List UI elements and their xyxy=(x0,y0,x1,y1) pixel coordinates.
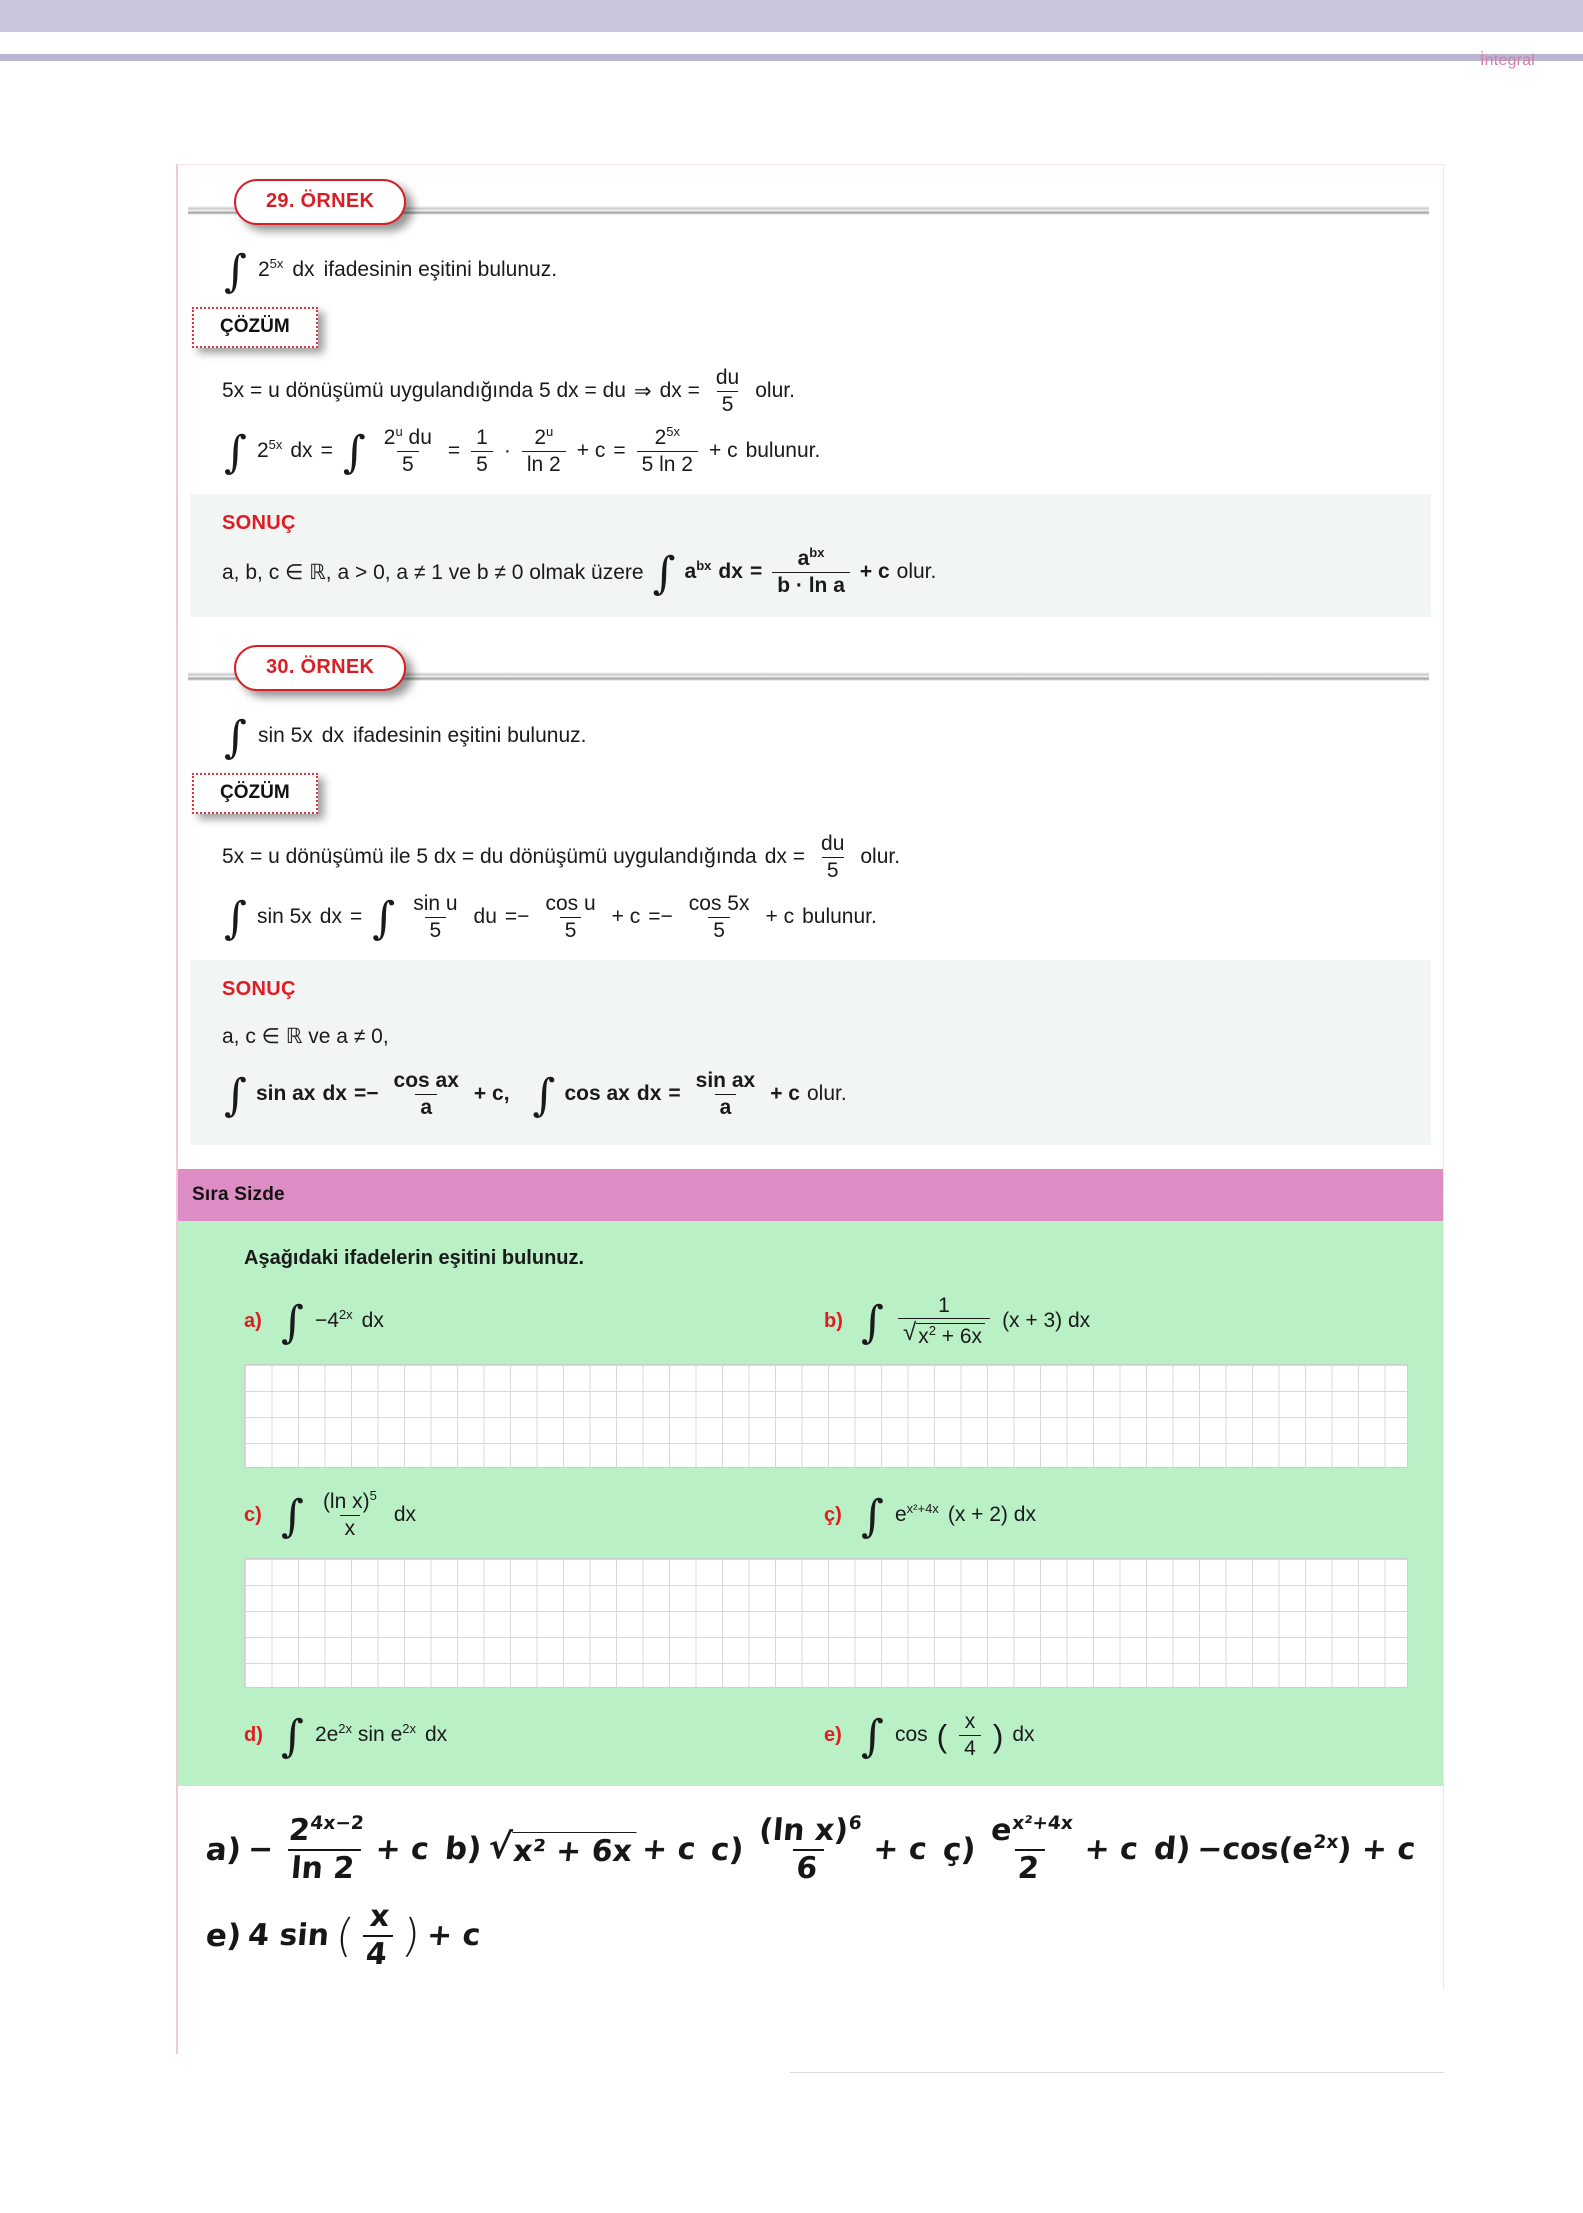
example-30-question xyxy=(222,711,1443,763)
question-c-dx: dx xyxy=(393,1503,417,1527)
result-lhs-1: sin ax xyxy=(255,1082,316,1106)
result-plus-c: + c xyxy=(859,560,890,584)
plus-c-1: + c xyxy=(576,439,606,463)
solution-tail: bulunur. xyxy=(745,439,821,463)
result-plus-c-1: + c, xyxy=(473,1082,510,1106)
plus-c-2: + c xyxy=(708,439,738,463)
fraction-2u-du-over-5: $\frac{2^u du}{5}$ xyxy=(383,424,432,476)
question-c-label: c) xyxy=(244,1503,262,1526)
fraction-2u-over-ln2: $\frac{2^u}{\ln 2}$ xyxy=(522,426,566,476)
integral-icon: ∫ xyxy=(861,1296,884,1348)
sira-sizde-header xyxy=(178,1169,1443,1221)
integral-icon: ∫ xyxy=(224,711,247,763)
answer-e-label: e) xyxy=(204,1917,243,1954)
result-dx-2: dx xyxy=(636,1082,662,1106)
answer-c xyxy=(708,1812,930,1886)
equals-1: = xyxy=(349,905,363,929)
result-formula-row xyxy=(222,1069,1431,1119)
integral-icon: ∫ xyxy=(224,1069,247,1121)
answer-writing-grid-2[interactable] xyxy=(244,1558,1408,1688)
question-e-fraction: $\frac{x}{4}$ xyxy=(959,1710,981,1760)
result-condition-row xyxy=(222,1013,1431,1059)
result-dx-1: dx xyxy=(322,1082,347,1106)
sira-sizde-section xyxy=(178,1169,1443,1786)
integral-icon: ∫ xyxy=(224,426,247,478)
question-cc-label: ç) xyxy=(824,1503,842,1526)
result-title: SONUÇ xyxy=(222,512,296,535)
question-integrand: $2^{5x}$ xyxy=(257,256,284,281)
example-block-30 xyxy=(178,645,1443,1145)
integral-icon: ∫ xyxy=(861,1710,884,1762)
du-over-5-fraction: $\frac{du}{5}$ xyxy=(715,366,740,416)
fraction-25x-over-5ln2: $\frac{2^{5x}}{5 \ln 2}$ xyxy=(637,426,698,476)
question-d-dx: dx xyxy=(425,1723,448,1747)
lhs-term: $2^{5x}$ xyxy=(256,437,283,463)
question-prompt: ifadesinin eşitini bulunuz. xyxy=(323,258,558,281)
question-differential: dx xyxy=(292,258,315,281)
integral-icon: ∫ xyxy=(372,892,396,944)
question-b-tail: (x + 3) dx xyxy=(1002,1309,1091,1333)
question-d xyxy=(244,1706,824,1764)
question-e-label: e) xyxy=(824,1723,842,1746)
lhs-dx: dx xyxy=(319,905,342,929)
sira-sizde-title: Sıra Sizde xyxy=(192,1184,285,1206)
question-c-fraction: $\frac{(\ln x)^5}{x}$ xyxy=(322,1488,377,1540)
top-band-rule xyxy=(0,54,1583,61)
answers-row-2 xyxy=(206,1898,1443,1972)
solution-line-1 xyxy=(222,832,1443,882)
example-30-result-panel xyxy=(190,960,1431,1145)
question-b-fraction: 1 √ $x^2 + 6x$ xyxy=(898,1294,990,1349)
result-fraction-2: $\frac{\text{sin ax}}{a}$ xyxy=(695,1069,756,1119)
question-row-c-cc xyxy=(244,1486,1443,1544)
sira-sizde-instruction: Aşağıdaki ifadelerin eşitini bulunuz. xyxy=(244,1247,585,1270)
question-b xyxy=(824,1292,1404,1350)
du-over-5-fraction: $\frac{du}{5}$ xyxy=(821,832,845,882)
equals-3: = xyxy=(613,439,626,463)
top-decorative-band xyxy=(0,0,1583,32)
question-e xyxy=(824,1706,1404,1764)
question-a xyxy=(244,1292,824,1350)
plus-c-1: + c xyxy=(611,905,641,929)
question-d-label: d) xyxy=(244,1723,263,1746)
integral-icon: ∫ xyxy=(281,1710,304,1762)
answer-b-label: b) xyxy=(443,1831,483,1868)
answer-a-label: a) xyxy=(204,1831,243,1868)
left-paren-icon: ( xyxy=(333,1908,356,1962)
question-a-expr: $-4^{2x}$ xyxy=(314,1307,353,1333)
question-cc xyxy=(824,1486,1404,1544)
result-lhs-2: cos ax xyxy=(564,1082,630,1106)
result-condition: a, b, c ∈ ℝ, a > 0, a ≠ 1 ve b ≠ 0 olmak üzere xyxy=(222,560,644,584)
integral-icon: ∫ xyxy=(342,426,366,478)
answer-a-fraction: $\frac{2^{4x-2}}{\ln 2}$ xyxy=(279,1815,369,1884)
example-block-29 xyxy=(178,179,1443,617)
solution-text-a: 5x = u dönüşümü uygulandığında 5 dx = du xyxy=(222,379,626,403)
equals-3: =− xyxy=(648,905,673,929)
lhs-dx: dx xyxy=(290,439,313,463)
example-30-solution-body xyxy=(222,832,1443,942)
answer-b xyxy=(443,1829,697,1869)
sqrt-icon: √ $x^2 + 6x$ xyxy=(903,1320,985,1349)
question-c xyxy=(244,1486,824,1544)
result-condition: a, c ∈ ℝ ve a ≠ 0, xyxy=(222,1024,389,1048)
fraction-sinu-over-5: $\frac{\text{sin u}}{5}$ xyxy=(413,892,458,942)
top-white-band xyxy=(0,32,1583,54)
integral-icon: ∫ xyxy=(532,1069,556,1121)
answer-cc xyxy=(940,1812,1141,1886)
answer-e-plus-c: + c xyxy=(425,1917,482,1953)
answer-a-plus-c: + c xyxy=(374,1831,431,1867)
lhs-term: sin 5x xyxy=(256,905,312,929)
solution-text-a: 5x = u dönüşümü ile 5 dx = du dönüşümü uygulandığında xyxy=(222,845,757,869)
solution-text-b: dx = xyxy=(659,379,700,403)
answer-c-plus-c: + c xyxy=(872,1831,929,1867)
answer-b-plus-c: + c xyxy=(640,1831,697,1867)
answer-c-fraction: $\frac{(\ln x)^6}{6}$ xyxy=(758,1812,863,1886)
right-paren-icon: ) xyxy=(400,1908,423,1962)
question-e-fn: cos xyxy=(894,1723,928,1747)
handwritten-answers-band xyxy=(178,1786,1443,1990)
plus-c-2: + c xyxy=(765,905,795,929)
right-paren-icon: ) xyxy=(992,1718,1004,1755)
solution-line-2 xyxy=(222,426,1443,476)
answer-d-label: d) xyxy=(1152,1831,1193,1868)
sqrt-icon: √ x² + 6x xyxy=(487,1829,637,1869)
result-fraction: $\frac{a^{bx}}{\text{b · ln a}}$ xyxy=(772,547,850,597)
example-29-question xyxy=(222,245,1443,297)
equals-2: = xyxy=(447,439,461,463)
solution-line-1 xyxy=(222,366,1443,416)
result-equals: = xyxy=(749,560,763,584)
integral-icon: ∫ xyxy=(281,1296,304,1348)
result-title: SONUÇ xyxy=(222,978,296,1001)
answer-cc-label: ç) xyxy=(941,1831,978,1868)
example-29-result-panel xyxy=(190,494,1431,617)
left-paren-icon: ( xyxy=(936,1718,948,1755)
solution-text-b: dx = xyxy=(764,845,806,869)
answers-row-1 xyxy=(206,1812,1443,1886)
example-30-pill: 30. ÖRNEK xyxy=(234,645,406,691)
result-plus-c-2: + c xyxy=(770,1082,800,1106)
integral-icon: ∫ xyxy=(224,245,247,297)
integral-icon: ∫ xyxy=(281,1490,304,1542)
question-integrand: sin 5x xyxy=(257,724,313,748)
multiplication-dot-icon: · xyxy=(503,439,511,463)
page-content-frame xyxy=(176,164,1444,1990)
answer-c-label: c) xyxy=(709,1831,746,1868)
question-prompt: ifadesinin eşitini bulunuz. xyxy=(352,724,587,748)
question-cc-tail: (x + 2) dx xyxy=(947,1503,1036,1527)
integral-icon: ∫ xyxy=(224,892,247,944)
question-d-expr: $2e^{2x}$ $\sin e^{2x}$ xyxy=(314,1721,416,1747)
example-29-pill: 29. ÖRNEK xyxy=(234,179,406,225)
answer-writing-grid-1[interactable] xyxy=(244,1364,1408,1468)
fraction-cos5x-over-5: $\frac{\cos 5x}{5}$ xyxy=(688,892,750,942)
question-row-de xyxy=(244,1706,1443,1764)
implies-icon: ⇒ xyxy=(633,379,652,403)
answer-e xyxy=(203,1898,483,1972)
question-cc-expr: $e^{x^2+4x}$ xyxy=(894,1501,939,1527)
answer-e-fraction: $\frac{x}{4}$ xyxy=(360,1901,397,1970)
solution-tail: bulunur. xyxy=(802,905,877,929)
example-29-solution-body xyxy=(222,366,1443,476)
question-differential: dx xyxy=(321,724,344,748)
result-equals-2: = xyxy=(668,1082,681,1106)
bottom-rule xyxy=(790,2072,1444,2073)
question-a-dx: dx xyxy=(361,1309,384,1333)
answer-a xyxy=(203,1812,432,1886)
integral-icon: ∫ xyxy=(861,1490,884,1542)
question-e-dx: dx xyxy=(1012,1723,1035,1747)
answer-a-sign: − xyxy=(246,1831,275,1867)
example-30-solution-chip: ÇÖZÜM xyxy=(192,773,318,814)
result-formula-row xyxy=(222,547,1431,597)
du-term: du xyxy=(473,905,497,929)
result-dx: dx xyxy=(718,560,743,584)
solution-text-c: olur. xyxy=(860,845,901,869)
question-b-label: b) xyxy=(824,1309,843,1332)
question-a-label: a) xyxy=(244,1309,262,1332)
answer-d xyxy=(1153,1831,1417,1867)
answer-d-expr: $-\cos(e^{2x}) + c$ xyxy=(1195,1831,1417,1867)
integral-icon: ∫ xyxy=(652,547,676,599)
unit-title: İntegral xyxy=(1480,52,1535,69)
example-29-header xyxy=(178,179,1443,241)
result-fraction-1: $\frac{\text{cos ax}}{a}$ xyxy=(393,1069,459,1119)
result-tail: olur. xyxy=(806,1082,847,1106)
answer-cc-plus-c: + c xyxy=(1083,1831,1140,1867)
result-tail: olur. xyxy=(896,560,937,584)
answer-e-pre: 4 sin xyxy=(246,1917,331,1953)
solution-line-2 xyxy=(222,892,1443,942)
sira-sizde-body xyxy=(178,1221,1443,1786)
question-row-ab xyxy=(244,1292,1443,1350)
equals-1: = xyxy=(320,439,333,463)
result-equals-1: =− xyxy=(354,1082,379,1106)
fraction-1-over-5: $\frac{1}{5}$ xyxy=(471,426,493,476)
example-29-solution-chip: ÇÖZÜM xyxy=(192,307,318,348)
answer-cc-fraction: $\frac{e^{x^2+4x}}{2}$ xyxy=(989,1812,1074,1886)
example-30-header xyxy=(178,645,1443,707)
answer-b-radicand: x² + 6x xyxy=(510,1832,637,1869)
equals-2: =− xyxy=(504,905,530,929)
result-lhs: $a^{bx}$ xyxy=(684,558,712,584)
fraction-cosu-over-5: $\frac{\text{cos u}}{5}$ xyxy=(545,892,596,942)
solution-text-c: olur. xyxy=(755,379,795,403)
